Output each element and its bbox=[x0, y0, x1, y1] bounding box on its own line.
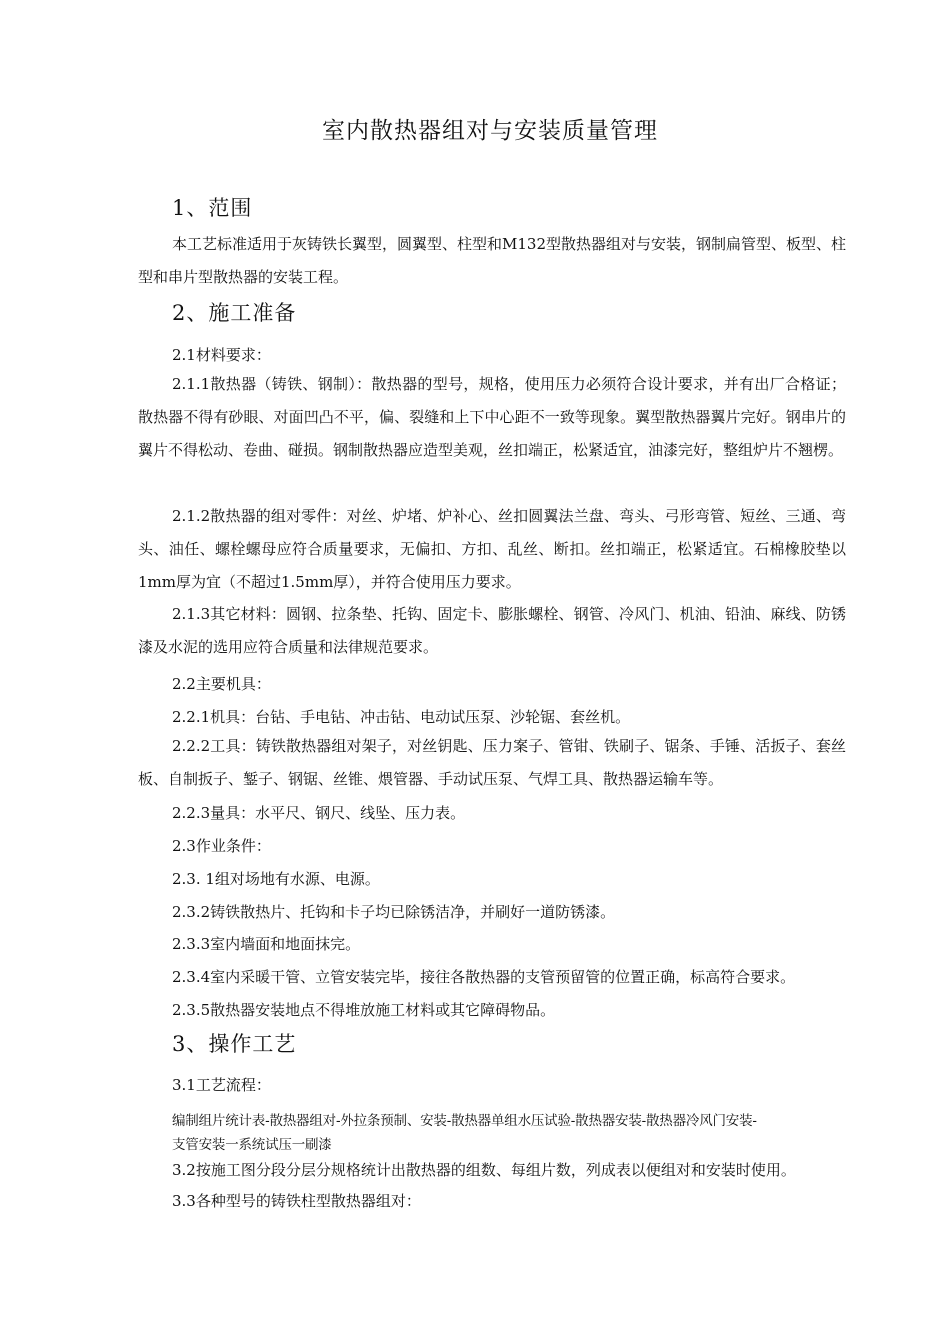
paragraph-2-1-2: 2.1.2散热器的组对零件：对丝、炉堵、炉补心、丝扣圆翼法兰盘、弯头、弓形弯管、短丝、三通、弯头、油任、螺栓螺母应符合质量要求，无偏扣、方扣、乱丝、断扣。丝扣端正，松紧适宜。石棉橡胶垫以1mm厚为宜（不超过1.5mm厚），并符合使用压力要求。 bbox=[138, 507, 846, 591]
paragraph-2-2-3: 2.2.3量具：水平尺、钢尺、线坠、压力表。 bbox=[172, 804, 466, 822]
paragraph-2-3-4: 2.3.4室内采暖干管、立管安装完毕，接往各散热器的支管预留管的位置正确，标高符合要求。 bbox=[172, 968, 796, 986]
paragraph-2-3-1: 2.3. 1组对场地有水源、电源。 bbox=[172, 870, 380, 888]
process-flow-line-1: 编制组片统计表-散热器组对-外拉条预制、安装-散热器单组水压试验-散热器安装-散热器冷风门安装- bbox=[172, 1113, 757, 1129]
paragraph-2-3-2: 2.3.2铸铁散热片、托钩和卡子均已除锈洁净，并刷好一道防锈漆。 bbox=[172, 903, 616, 921]
section-heading-scope: 1、范围 bbox=[172, 196, 253, 220]
paragraph-2-1-1: 2.1.1散热器（铸铁、钢制）：散热器的型号，规格，使用压力必须符合设计要求，并有出厂合格证；散热器不得有砂眼、对面凹凸不平，偏、裂缝和上下中心距不一致等现象。翼型散热器翼片完好。钢串片的翼片不得松动、卷曲、碰损。钢制散热器应造型美观，丝扣端正，松紧适宜，油漆完好，整组炉片不翘楞。 bbox=[138, 375, 846, 459]
paragraph-2-3-3: 2.3.3室内墙面和地面抹完。 bbox=[172, 935, 361, 953]
scope-paragraph: 本工艺标准适用于灰铸铁长翼型，圆翼型、柱型和M132型散热器组对与安装，钢制扁管型、板型、柱型和串片型散热器的安装工程。 bbox=[138, 235, 846, 286]
paragraph-2-2-2: 2.2.2工具：铸铁散热器组对架子，对丝钥匙、压力案子、管钳、铁刷子、锯条、手锤、活扳子、套丝板、自制扳子、錾子、钢锯、丝锥、煨管器、手动试压泵、气焊工具、散热器运输车等。 bbox=[138, 737, 846, 788]
process-flow-line-2: 支管安装一系统试压一刷漆 bbox=[172, 1137, 332, 1153]
paragraph-3-2: 3.2按施工图分段分层分规格统计出散热器的组数、每组片数，列成表以便组对和安装时使用。 bbox=[172, 1161, 796, 1179]
subsection-2-2: 2.2主要机具： bbox=[172, 675, 271, 693]
paragraph-2-3-5: 2.3.5散热器安装地点不得堆放施工材料或其它障碍物品。 bbox=[172, 1001, 556, 1019]
paragraph-2-2-1: 2.2.1机具：台钻、手电钻、冲击钻、电动试压泵、沙轮锯、套丝机。 bbox=[172, 708, 631, 726]
document-title: 室内散热器组对与安装质量管理 bbox=[322, 118, 658, 144]
paragraph-2-1-3: 2.1.3其它材料：圆钢、拉条垫、托钩、固定卡、膨胀螺栓、钢管、冷风门、机油、铅油、麻线、防锈漆及水泥的选用应符合质量和法律规范要求。 bbox=[138, 605, 846, 656]
section-heading-process: 3、操作工艺 bbox=[172, 1032, 297, 1056]
section-heading-preparation: 2、施工准备 bbox=[172, 301, 297, 325]
subsection-2-1: 2.1材料要求： bbox=[172, 346, 271, 364]
subsection-2-3: 2.3作业条件： bbox=[172, 837, 271, 855]
subsection-3-1: 3.1工艺流程： bbox=[172, 1076, 271, 1094]
paragraph-3-3: 3.3各种型号的铸铁柱型散热器组对： bbox=[172, 1192, 421, 1210]
